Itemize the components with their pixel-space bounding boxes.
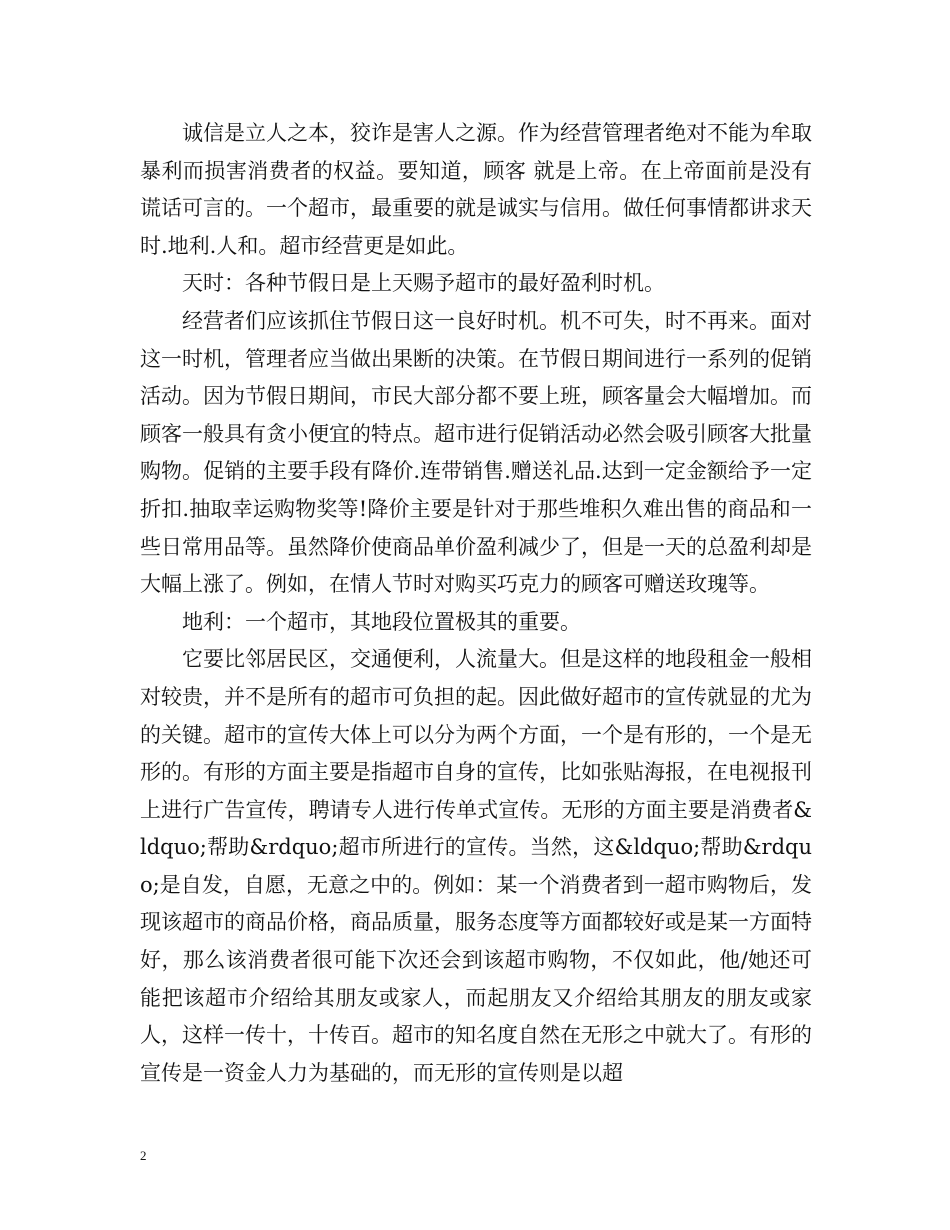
- paragraph-holiday-promotion: 经营者们应该抓住节假日这一良好时机。机不可失，时不再来。面对这一时机，管理者应当做出果断的决策。在节假日期间进行一系列的促销活动。因为节假日期间，市民大部分都不要上班，顾客量会大幅增加。而顾客一般具有贪小便宜的特点。超市进行促销活动必然会吸引顾客大批量购物。促销的主要手段有降价.连带销售.赠送礼品.达到一定金额给予一定折扣.抽取幸运购物奖等!降价主要是针对于那些堆积久难出售的商品和一些日常用品等。虽然降价使商品单价盈利减少了，但是一天的总盈利却是大幅上涨了。例如，在情人节时对购买巧克力的顾客可赠送玫瑰等。: [140, 308, 812, 597]
- document-body: [140, 115, 812, 1092]
- page-number: 2: [140, 1148, 147, 1163]
- paragraph-location-heading: 地利：一个超市，其地段位置极其的重要。: [182, 609, 581, 634]
- paragraph-timing-heading: 天时：各种节假日是上天赐予超市的最好盈利时机。: [182, 271, 665, 296]
- paragraph-integrity: 诚信是立人之本，狡诈是害人之源。作为经营管理者绝对不能为牟取暴利而损害消费者的权益。要知道，顾客 就是上帝。在上帝面前是没有谎话可言的。一个超市，最重要的就是诚实与信用。做任何事情都讲求天时.地利.人和。超市经营更是如此。: [140, 121, 812, 258]
- paragraph-publicity: 它要比邻居民区，交通便利，人流量大。但是这样的地段租金一般相对较贵，并不是所有的超市可负担的起。因此做好超市的宣传就显的尤为的关键。超市的宣传大体上可以分为两个方面，一个是有形的，一个是无形的。有形的方面主要是指超市自身的宣传，比如张贴海报，在电视报刊上进行广告宣传，聘请专人进行传单式宣传。无形的方面主要是消费者&ldquo;帮助&rdquo;超市所进行的宣传。当然，这&ldquo;帮助&rdquo;是自发，自愿，无意之中的。例如：某一个消费者到一超市购物后，发现该超市的商品价格，商品质量，服务态度等方面都较好或是某一方面特好，那么该消费者很可能下次还会到该超市购物，不仅如此，他/她还可能把该超市介绍给其朋友或家人，而起朋友又介绍给其朋友的朋友或家人，这样一传十，十传百。超市的知名度自然在无形之中就大了。有形的宣传是一资金人力为基础的，而无形的宣传则是以超: [140, 647, 812, 1085]
